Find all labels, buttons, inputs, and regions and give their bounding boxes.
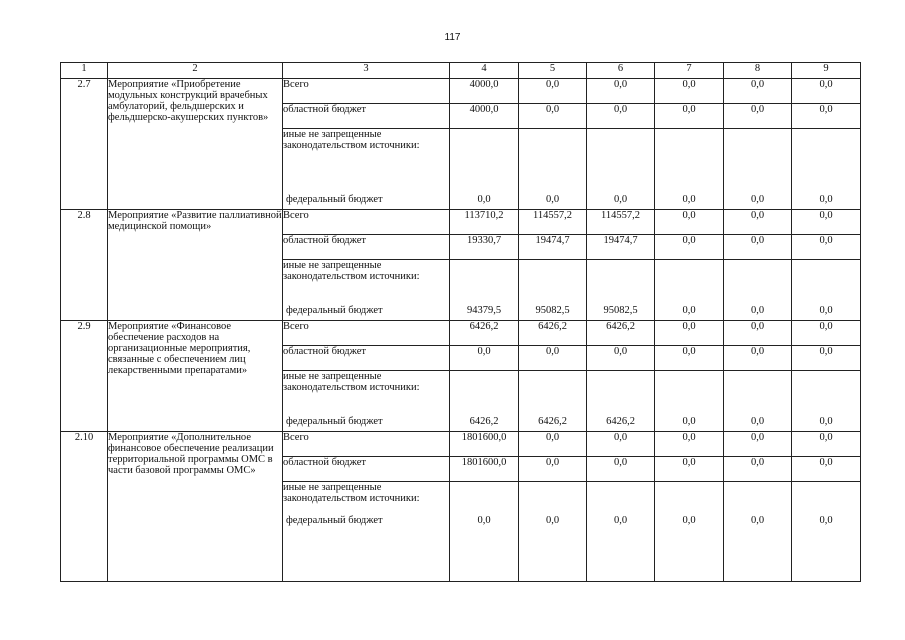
federal-budget-label: федеральный бюджет (286, 305, 383, 316)
value-cell: 0,0 (519, 104, 587, 129)
value-cell: 0,0 (724, 432, 792, 457)
funding-source: Всего (283, 210, 450, 235)
value-cell (587, 129, 655, 210)
other-sources-label: иные не запрещенные законодательством источники: (283, 129, 420, 151)
table-row (61, 79, 861, 104)
value-cell: 0,0 (792, 432, 861, 457)
value-cell: 0,0 (792, 457, 861, 482)
funding-source: областной бюджет (283, 235, 450, 260)
value-text: 95082,5 (535, 305, 570, 316)
value-cell: 0,0 (724, 321, 792, 346)
value-text: 6426,2 (606, 416, 635, 427)
value-text: 0,0 (613, 194, 628, 205)
header-cell: 6 (587, 63, 655, 79)
table-row (61, 432, 861, 457)
value-cell (792, 482, 861, 582)
funding-source (283, 482, 450, 582)
funding-source (283, 260, 450, 321)
value-cell (587, 371, 655, 432)
value-cell: 113710,2 (450, 210, 519, 235)
value-cell (792, 371, 861, 432)
value-cell (519, 371, 587, 432)
value-cell: 0,0 (519, 346, 587, 371)
value-cell (792, 129, 861, 210)
value-text: 0,0 (750, 194, 765, 205)
header-cell: 9 (792, 63, 861, 79)
value-cell (655, 129, 724, 210)
value-cell: 0,0 (792, 210, 861, 235)
value-cell: 0,0 (724, 346, 792, 371)
value-cell: 0,0 (792, 104, 861, 129)
value-text: 0,0 (819, 416, 833, 427)
value-cell: 0,0 (792, 346, 861, 371)
value-cell: 0,0 (655, 79, 724, 104)
item-number: 2.10 (61, 432, 108, 582)
value-cell: 6426,2 (587, 321, 655, 346)
value-cell: 0,0 (519, 457, 587, 482)
value-cell: 0,0 (792, 235, 861, 260)
value-cell (519, 260, 587, 321)
funding-source: Всего (283, 79, 450, 104)
value-cell: 19330,7 (450, 235, 519, 260)
value-cell (450, 129, 519, 210)
page-number: 117 (444, 32, 461, 43)
value-text: 0,0 (477, 194, 491, 205)
value-cell: 0,0 (655, 235, 724, 260)
value-cell (724, 371, 792, 432)
value-cell: 0,0 (724, 104, 792, 129)
funding-source: Всего (283, 321, 450, 346)
value-text: 94379,5 (466, 305, 502, 316)
item-number: 2.9 (61, 321, 108, 432)
value-cell: 1801600,0 (450, 457, 519, 482)
value-cell: 0,0 (655, 104, 724, 129)
federal-budget-label: федеральный бюджет (286, 416, 383, 427)
value-cell (724, 260, 792, 321)
value-cell: 19474,7 (587, 235, 655, 260)
value-cell: 4000,0 (450, 104, 519, 129)
value-cell: 6426,2 (450, 321, 519, 346)
header-cell: 8 (724, 63, 792, 79)
value-text: 0,0 (545, 194, 560, 205)
measure-name: Мероприятие «Развитие паллиативной медицинской помощи» (108, 210, 283, 321)
federal-budget-label: федеральный бюджет (286, 194, 383, 205)
value-text: 0,0 (682, 515, 696, 526)
value-cell (450, 482, 519, 582)
table-row (61, 210, 861, 235)
value-cell (587, 482, 655, 582)
header-cell: 2 (108, 63, 283, 79)
value-cell: 114557,2 (587, 210, 655, 235)
other-sources-label: иные не запрещенные законодательством источники: (283, 260, 420, 282)
budget-table (60, 62, 861, 582)
funding-source (283, 371, 450, 432)
funding-source: областной бюджет (283, 457, 450, 482)
value-cell: 0,0 (724, 235, 792, 260)
value-cell: 6426,2 (519, 321, 587, 346)
value-text: 0,0 (750, 515, 765, 526)
value-text: 0,0 (750, 305, 765, 316)
value-cell: 0,0 (655, 321, 724, 346)
value-cell: 0,0 (587, 104, 655, 129)
value-cell (724, 129, 792, 210)
value-cell: 19474,7 (519, 235, 587, 260)
value-cell (450, 371, 519, 432)
header-cell: 1 (61, 63, 108, 79)
item-number: 2.7 (61, 79, 108, 210)
value-cell (724, 482, 792, 582)
other-sources-label: иные не запрещенные законодательством источники: (283, 482, 420, 504)
value-cell: 0,0 (587, 346, 655, 371)
value-cell (519, 129, 587, 210)
value-cell: 0,0 (450, 346, 519, 371)
value-text: 0,0 (819, 515, 833, 526)
item-number: 2.8 (61, 210, 108, 321)
header-cell: 7 (655, 63, 724, 79)
other-sources-label: иные не запрещенные законодательством источники: (283, 371, 420, 393)
value-text: 0,0 (819, 194, 833, 205)
header-cell: 5 (519, 63, 587, 79)
value-text: 0,0 (545, 515, 560, 526)
value-cell: 0,0 (519, 79, 587, 104)
measure-name: Мероприятие «Финансовое обеспечение расходов на организационные мероприятия, связанные с обеспечением лиц лекарственными препаратами» (108, 321, 283, 432)
funding-source: Всего (283, 432, 450, 457)
measure-name: Мероприятие «Приобретение модульных конструкций врачебных амбулаторий, фельдшерских и фельдшерско-акушерских пунктов» (108, 79, 283, 210)
table-row (61, 321, 861, 346)
value-text: 0,0 (477, 515, 491, 526)
value-cell (450, 260, 519, 321)
value-cell: 0,0 (519, 432, 587, 457)
value-cell (519, 482, 587, 582)
value-cell: 0,0 (587, 457, 655, 482)
value-cell: 114557,2 (519, 210, 587, 235)
value-cell (792, 260, 861, 321)
value-text: 0,0 (682, 305, 696, 316)
value-cell: 0,0 (655, 210, 724, 235)
value-text: 0,0 (613, 515, 628, 526)
value-text: 6426,2 (469, 416, 499, 427)
value-cell: 0,0 (655, 346, 724, 371)
value-cell: 0,0 (655, 457, 724, 482)
value-cell: 0,0 (655, 432, 724, 457)
value-text: 0,0 (750, 416, 765, 427)
value-text: 0,0 (682, 194, 696, 205)
value-cell: 0,0 (724, 457, 792, 482)
value-cell (655, 260, 724, 321)
value-cell: 0,0 (792, 79, 861, 104)
header-cell: 3 (283, 63, 450, 79)
value-cell: 0,0 (587, 432, 655, 457)
value-cell (655, 482, 724, 582)
value-cell: 1801600,0 (450, 432, 519, 457)
value-cell (655, 371, 724, 432)
value-text: 0,0 (682, 416, 696, 427)
header-cell: 4 (450, 63, 519, 79)
funding-source: областной бюджет (283, 346, 450, 371)
value-cell: 0,0 (792, 321, 861, 346)
value-text: 95082,5 (603, 305, 638, 316)
value-text: 6426,2 (538, 416, 567, 427)
measure-name: Мероприятие «Дополнительное финансовое обеспечение реализации территориальной программы ОМС в части базовой программы ОМС» (108, 432, 283, 582)
value-cell: 0,0 (587, 79, 655, 104)
funding-source: областной бюджет (283, 104, 450, 129)
value-cell (587, 260, 655, 321)
value-text: 0,0 (819, 305, 833, 316)
header-row (61, 63, 861, 79)
value-cell: 0,0 (724, 79, 792, 104)
funding-source (283, 129, 450, 210)
value-cell: 4000,0 (450, 79, 519, 104)
value-cell: 0,0 (724, 210, 792, 235)
federal-budget-label: федеральный бюджет (286, 515, 383, 526)
